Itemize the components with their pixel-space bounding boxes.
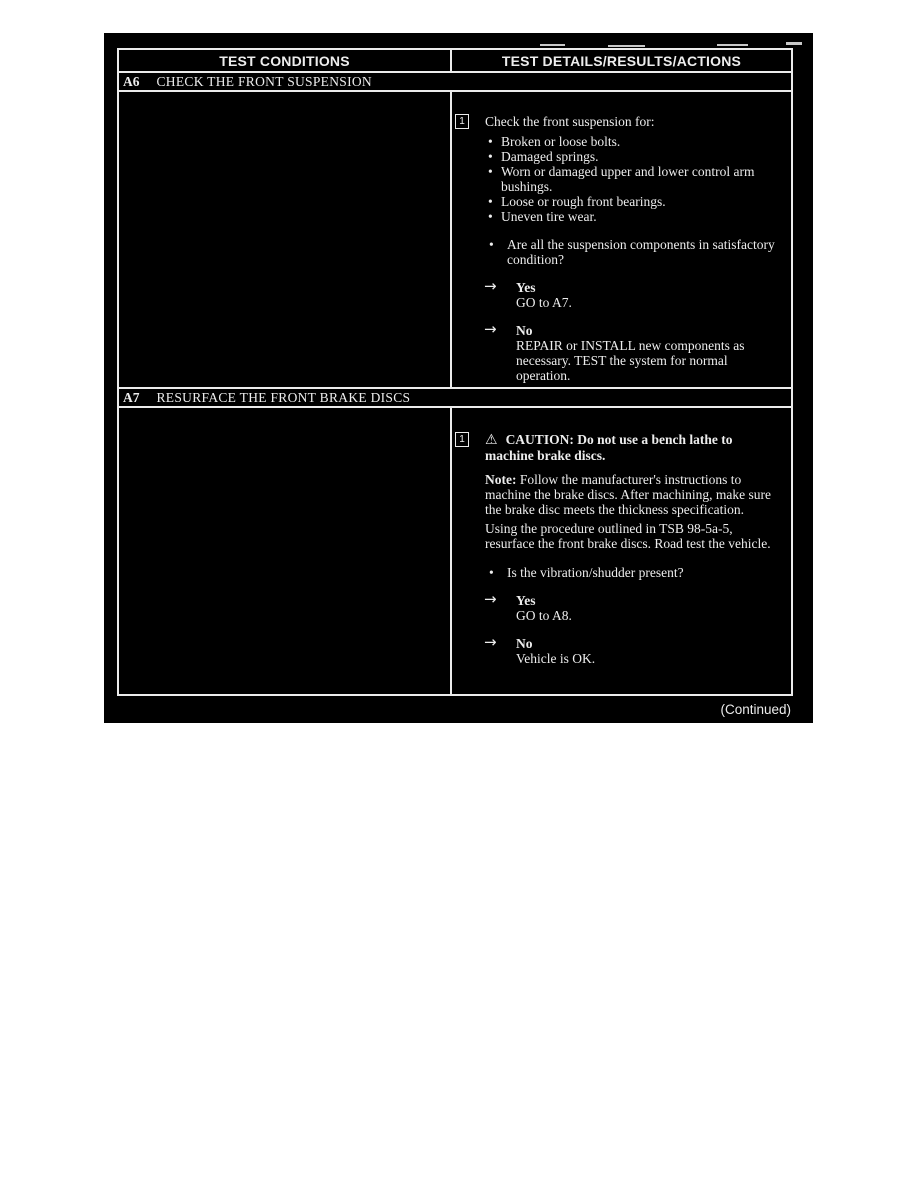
list-item: • Uneven tire wear. — [488, 209, 781, 224]
a7-test-details-cell — [452, 408, 791, 694]
a6-step-1 — [455, 114, 781, 224]
arrow-right-icon: → — [484, 633, 497, 651]
caution-message: CAUTION: Do not use a bench lathe to machine brake discs. — [485, 432, 733, 463]
scan-artifact — [608, 45, 645, 47]
caution-triangle-icon: ⚠ — [485, 432, 498, 448]
list-item: • Worn or damaged upper and lower control arm bushings. — [488, 164, 781, 194]
a7-test-conditions-cell — [119, 408, 452, 694]
result-action: Vehicle is OK. — [516, 651, 596, 666]
a7-question: • Is the vibration/shudder present? — [455, 565, 781, 580]
step-number-box: 1 — [455, 114, 469, 129]
header-test-details-results-actions: TEST DETAILS/RESULTS/ACTIONS — [501, 52, 742, 69]
a6-check-list — [485, 134, 781, 224]
step-number-box: 1 — [455, 432, 469, 447]
scan-artifact — [786, 42, 802, 45]
scanned-document-page — [104, 33, 813, 723]
list-item: • Broken or loose bolts. — [488, 134, 781, 149]
result-label: No — [516, 323, 533, 338]
table-header-row — [119, 50, 791, 73]
section-a7-title: RESURFACE THE FRONT BRAKE DISCS — [156, 390, 411, 405]
result-label: No — [516, 636, 533, 651]
section-a7-title-row — [119, 389, 791, 408]
scan-artifact — [540, 44, 565, 46]
a6-test-details-cell — [452, 92, 791, 387]
list-item: • Loose or rough front bearings. — [488, 194, 781, 209]
arrow-right-icon: → — [484, 320, 497, 338]
result-label: Yes — [516, 593, 536, 608]
a6-result-yes — [455, 277, 781, 310]
a7-note — [455, 472, 781, 517]
a6-step-lead: Check the front suspension for: — [485, 114, 655, 129]
section-a6-content-row — [119, 92, 791, 389]
result-action: REPAIR or INSTALL new components as necessary. TEST the system for normal operation. — [516, 338, 745, 383]
result-action: GO to A7. — [516, 295, 572, 310]
a6-result-no — [455, 320, 781, 383]
header-test-conditions: TEST CONDITIONS — [119, 50, 452, 71]
a7-procedure-paragraph: Using the procedure outlined in TSB 98-5a-5, resurface the front brake discs. Road test the vehicle. — [485, 521, 771, 551]
a7-step-1 — [455, 432, 781, 463]
arrow-right-icon: → — [484, 590, 497, 608]
section-a7-id: A7 — [123, 390, 140, 405]
a7-result-yes — [455, 590, 781, 623]
section-a6-title-row — [119, 73, 791, 92]
note-label: Note: — [485, 472, 517, 487]
scan-artifact — [717, 44, 748, 46]
note-text: Follow the manufacturer's instructions to machine the brake discs. After machining, make sure the brake disc meets the thickness specification. — [485, 472, 772, 517]
continued-label: (Continued) — [720, 702, 791, 717]
section-a6-id: A6 — [123, 74, 140, 89]
result-action: GO to A8. — [516, 608, 572, 623]
pinpoint-test-table — [117, 48, 793, 696]
a6-test-conditions-cell — [119, 92, 452, 387]
a6-question: • Are all the suspension components in satisfactory condition? — [455, 237, 781, 267]
a7-result-no — [455, 633, 781, 666]
caution-text — [485, 432, 781, 463]
section-a6-title: CHECK THE FRONT SUSPENSION — [156, 74, 372, 89]
arrow-right-icon: → — [484, 277, 497, 295]
result-label: Yes — [516, 280, 536, 295]
list-item: • Damaged springs. — [488, 149, 781, 164]
section-a7-content-row — [119, 408, 791, 694]
